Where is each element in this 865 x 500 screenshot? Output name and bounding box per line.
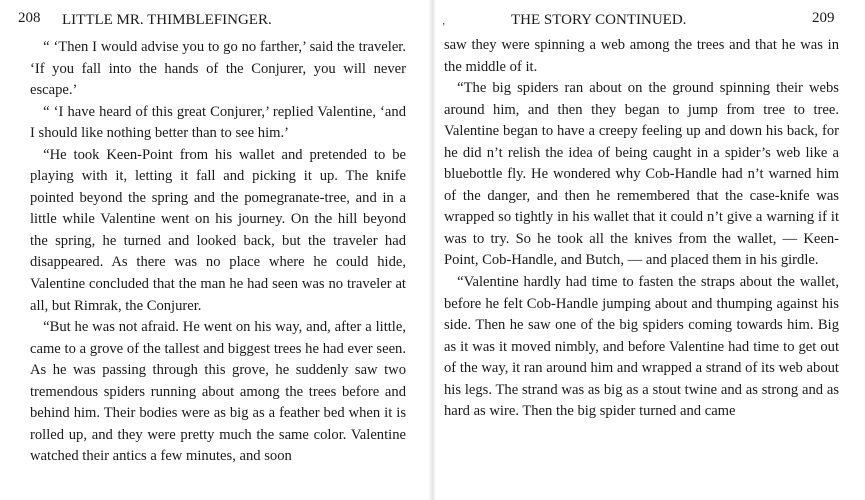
paragraph: “He took Keen-Point from his wallet and pretended to be playing with it, letting it fall and picking it up. The knife pointed beyond the spring and the pomegranate-tree, and in a little while Valentine went on his journey. On the hill beyond the spring, he turned and looked back, but the traveler had disappeared. As there was no place where he could hide, Valentine concluded that the man he had seen was no traveler at all, but Rimrak, the Conjurer.: [30, 146, 406, 314]
margin-mark: ‚: [442, 16, 446, 27]
paragraph: saw they were spinning a web among the trees and that he was in the middle of it.: [444, 37, 839, 75]
page-number: 209: [812, 10, 835, 26]
text-column: [30, 37, 406, 468]
running-head: LITTLE MR. THIMBLEFINGER.: [62, 12, 272, 28]
running-head: THE STORY CONTINUED.: [511, 12, 687, 28]
page-number: 208: [18, 10, 41, 26]
paragraph: “But he was not afraid. He went on his way, and, after a little, came to a grove of the tallest and biggest trees he had ever seen. As he was passing through this grove, he suddenly saw two tremendous spiders running about among the trees before and behind him. Their bodies were as big as a feather bed when it is rolled up, and they were pretty much the same color. Valentine watched their antics a few minutes, and soon: [30, 319, 406, 465]
right-page: [432, 0, 865, 500]
paragraph: “The big spiders ran about on the ground spinning their webs around him, and then they began to jump from tree to tree. Valentine began to have a creepy feeling up and down his back, for he did n’t relish the idea of being caught in a spider’s web like a bluebottle fly. He wondered why Cob-Handle had n’t warned him of the danger, and then he remembered that the case-knife was wrapped so tightly in his wallet that it could n’t give a warning if it was to try. So he took all the knives from the wallet, — Keen-Point, Cob-Handle, and Butch, — and placed them in his girdle.: [444, 80, 839, 269]
text-column: [444, 35, 839, 423]
paragraph: “ ‘Then I would advise you to go no farther,’ said the traveler. ‘If you fall into the hands of the Conjurer, you will never escape.’: [30, 39, 406, 99]
left-page: [0, 0, 432, 500]
paragraph: “ ‘I have heard of this great Conjurer,’ replied Valentine, ‘and I should like nothing better than to see him.’: [30, 103, 406, 142]
paragraph: “Valentine hardly had time to fasten the straps about the wallet, before he felt Cob-Handle jumping about and thumping against his side. Then he saw one of the big spiders coming towards him. Big as it was it moved nimbly, and before Valentine had time to get out of the way, it ran around him and wrapped a strand of its web about his legs. The strand was as big as a stout twine and as strong and as hard as wire. Then the big spider turned and came: [444, 274, 839, 420]
